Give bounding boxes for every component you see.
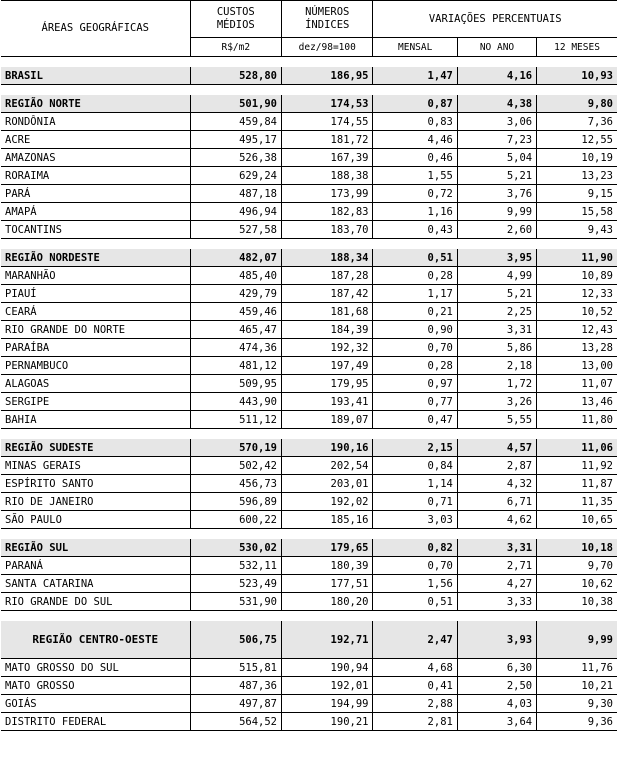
index-number: 182,83 [282, 203, 373, 221]
var-12-months: 13,00 [537, 357, 617, 375]
var-monthly: 0,47 [373, 411, 457, 429]
index-number: 188,34 [282, 249, 373, 267]
index-number: 173,99 [282, 185, 373, 203]
area-name: GOIÁS [1, 695, 190, 713]
index-number: 184,39 [282, 321, 373, 339]
table-row [1, 713, 617, 731]
avg-cost: 474,36 [190, 339, 281, 357]
table-row [1, 303, 617, 321]
var-monthly: 0,72 [373, 185, 457, 203]
index-number: 185,16 [282, 511, 373, 529]
table-row [1, 457, 617, 475]
var-12-months: 9,15 [537, 185, 617, 203]
var-year: 3,76 [457, 185, 536, 203]
table-row [1, 267, 617, 285]
area-name: TOCANTINS [1, 221, 190, 239]
index-number: 187,28 [282, 267, 373, 285]
avg-cost: 497,87 [190, 695, 281, 713]
table-row [1, 321, 617, 339]
var-12-months: 12,33 [537, 285, 617, 303]
avg-cost: 564,52 [190, 713, 281, 731]
area-name: MARANHÃO [1, 267, 190, 285]
var-year: 2,18 [457, 357, 536, 375]
index-number: 189,07 [282, 411, 373, 429]
table-row [1, 511, 617, 529]
table-row [1, 375, 617, 393]
var-monthly: 0,77 [373, 393, 457, 411]
spacer-row [1, 429, 617, 440]
var-12-months: 7,36 [537, 113, 617, 131]
spacer-cell [1, 85, 617, 96]
index-number: 194,99 [282, 695, 373, 713]
table-row [1, 203, 617, 221]
index-number: 192,32 [282, 339, 373, 357]
area-name: RIO GRANDE DO SUL [1, 593, 190, 611]
table-row [1, 285, 617, 303]
var-12-months: 11,35 [537, 493, 617, 511]
header-geo-areas: ÁREAS GEOGRÁFICAS [1, 1, 190, 57]
avg-cost: 523,49 [190, 575, 281, 593]
var-monthly: 1,14 [373, 475, 457, 493]
cost-table [1, 0, 617, 731]
var-monthly: 0,87 [373, 95, 457, 113]
index-number: 192,02 [282, 493, 373, 511]
area-name: ACRE [1, 131, 190, 149]
area-name: PARÁ [1, 185, 190, 203]
region-total-row [1, 67, 617, 85]
var-year: 4,03 [457, 695, 536, 713]
region-total-row [1, 249, 617, 267]
index-number: 179,65 [282, 539, 373, 557]
area-name: RORAIMA [1, 167, 190, 185]
var-monthly: 0,84 [373, 457, 457, 475]
table-row [1, 493, 617, 511]
var-monthly: 0,71 [373, 493, 457, 511]
var-monthly: 0,51 [373, 593, 457, 611]
var-12-months: 10,62 [537, 575, 617, 593]
region-total-row [1, 621, 617, 659]
area-name: RONDÔNIA [1, 113, 190, 131]
var-monthly: 0,97 [373, 375, 457, 393]
header-monthly: MENSAL [373, 38, 457, 57]
var-12-months: 10,89 [537, 267, 617, 285]
table-row [1, 357, 617, 375]
var-12-months: 10,52 [537, 303, 617, 321]
area-name: BAHIA [1, 411, 190, 429]
area-name: MATO GROSSO [1, 677, 190, 695]
var-12-months: 10,19 [537, 149, 617, 167]
var-12-months: 11,06 [537, 439, 617, 457]
area-name: CEARÁ [1, 303, 190, 321]
var-monthly: 1,56 [373, 575, 457, 593]
var-monthly: 3,03 [373, 511, 457, 529]
area-name: SÃO PAULO [1, 511, 190, 529]
table-row [1, 185, 617, 203]
region-total-row [1, 539, 617, 557]
spacer-row [1, 611, 617, 622]
var-year: 2,60 [457, 221, 536, 239]
var-monthly: 0,82 [373, 539, 457, 557]
var-monthly: 0,21 [373, 303, 457, 321]
var-year: 5,21 [457, 167, 536, 185]
var-12-months: 15,58 [537, 203, 617, 221]
area-name: MINAS GERAIS [1, 457, 190, 475]
var-monthly: 0,28 [373, 357, 457, 375]
avg-cost: 526,38 [190, 149, 281, 167]
avg-cost: 459,46 [190, 303, 281, 321]
index-number: 180,39 [282, 557, 373, 575]
avg-cost: 570,19 [190, 439, 281, 457]
header-percent-variations: VARIAÇÕES PERCENTUAIS [373, 1, 617, 38]
var-monthly: 0,41 [373, 677, 457, 695]
var-12-months: 12,43 [537, 321, 617, 339]
header-12-months: 12 MESES [537, 38, 617, 57]
var-12-months: 13,23 [537, 167, 617, 185]
avg-cost: 443,90 [190, 393, 281, 411]
index-number: 190,21 [282, 713, 373, 731]
avg-cost: 531,90 [190, 593, 281, 611]
area-name: DISTRITO FEDERAL [1, 713, 190, 731]
var-12-months: 10,93 [537, 67, 617, 85]
var-monthly: 0,70 [373, 339, 457, 357]
area-name: AMAZONAS [1, 149, 190, 167]
var-12-months: 13,46 [537, 393, 617, 411]
var-year: 3,06 [457, 113, 536, 131]
table-row [1, 575, 617, 593]
var-year: 3,26 [457, 393, 536, 411]
index-number: 177,51 [282, 575, 373, 593]
area-name: MATO GROSSO DO SUL [1, 659, 190, 677]
var-12-months: 11,07 [537, 375, 617, 393]
var-12-months: 11,92 [537, 457, 617, 475]
table-row [1, 557, 617, 575]
avg-cost: 596,89 [190, 493, 281, 511]
area-name: PERNAMBUCO [1, 357, 190, 375]
var-year: 1,72 [457, 375, 536, 393]
avg-cost: 528,80 [190, 67, 281, 85]
area-name: AMAPÁ [1, 203, 190, 221]
var-year: 4,57 [457, 439, 536, 457]
avg-cost: 530,02 [190, 539, 281, 557]
avg-cost: 496,94 [190, 203, 281, 221]
var-monthly: 2,47 [373, 621, 457, 659]
var-12-months: 10,18 [537, 539, 617, 557]
index-number: 186,95 [282, 67, 373, 85]
table-row [1, 593, 617, 611]
avg-cost: 429,79 [190, 285, 281, 303]
area-name: BRASIL [1, 67, 190, 85]
index-number: 174,53 [282, 95, 373, 113]
avg-cost: 502,42 [190, 457, 281, 475]
var-monthly: 0,46 [373, 149, 457, 167]
avg-cost: 495,17 [190, 131, 281, 149]
spacer-row [1, 529, 617, 540]
avg-cost: 515,81 [190, 659, 281, 677]
area-name: REGIÃO CENTRO-OESTE [1, 621, 190, 659]
var-monthly: 2,81 [373, 713, 457, 731]
table-row [1, 475, 617, 493]
index-number: 203,01 [282, 475, 373, 493]
area-name: PARAÍBA [1, 339, 190, 357]
index-number: 192,01 [282, 677, 373, 695]
var-12-months: 10,65 [537, 511, 617, 529]
avg-cost: 485,40 [190, 267, 281, 285]
area-name: SANTA CATARINA [1, 575, 190, 593]
var-12-months: 13,28 [537, 339, 617, 357]
avg-cost: 600,22 [190, 511, 281, 529]
var-monthly: 0,70 [373, 557, 457, 575]
table-body [1, 57, 617, 731]
table-row [1, 221, 617, 239]
table-row [1, 167, 617, 185]
var-year: 3,64 [457, 713, 536, 731]
area-name: ALAGOAS [1, 375, 190, 393]
index-number: 187,42 [282, 285, 373, 303]
var-year: 3,93 [457, 621, 536, 659]
var-year: 4,32 [457, 475, 536, 493]
avg-cost: 487,18 [190, 185, 281, 203]
area-name: RIO DE JANEIRO [1, 493, 190, 511]
var-year: 2,71 [457, 557, 536, 575]
header-row [1, 1, 617, 38]
area-name: RIO GRANDE DO NORTE [1, 321, 190, 339]
table-row [1, 659, 617, 677]
index-number: 190,94 [282, 659, 373, 677]
area-name: SERGIPE [1, 393, 190, 411]
avg-cost: 482,07 [190, 249, 281, 267]
region-total-row [1, 95, 617, 113]
var-12-months: 10,21 [537, 677, 617, 695]
table-row [1, 149, 617, 167]
var-monthly: 0,51 [373, 249, 457, 267]
header-base: dez/98=100 [282, 38, 373, 57]
header-index-numbers: NÚMEROS ÍNDICES [282, 1, 373, 38]
spacer-row [1, 57, 617, 68]
var-year: 4,62 [457, 511, 536, 529]
index-number: 192,71 [282, 621, 373, 659]
avg-cost: 481,12 [190, 357, 281, 375]
area-name: PARANÁ [1, 557, 190, 575]
avg-cost: 532,11 [190, 557, 281, 575]
var-year: 2,50 [457, 677, 536, 695]
spacer-cell [1, 529, 617, 540]
var-12-months: 12,55 [537, 131, 617, 149]
var-monthly: 1,55 [373, 167, 457, 185]
header-year: NO ANO [457, 38, 536, 57]
spacer-cell [1, 239, 617, 250]
avg-cost: 509,95 [190, 375, 281, 393]
spacer-cell [1, 611, 617, 622]
region-total-row [1, 439, 617, 457]
var-year: 4,38 [457, 95, 536, 113]
var-12-months: 9,30 [537, 695, 617, 713]
var-monthly: 1,16 [373, 203, 457, 221]
var-12-months: 9,36 [537, 713, 617, 731]
avg-cost: 501,90 [190, 95, 281, 113]
index-number: 179,95 [282, 375, 373, 393]
index-number: 180,20 [282, 593, 373, 611]
area-name: REGIÃO NORDESTE [1, 249, 190, 267]
avg-cost: 506,75 [190, 621, 281, 659]
var-monthly: 0,90 [373, 321, 457, 339]
var-year: 4,99 [457, 267, 536, 285]
var-monthly: 4,68 [373, 659, 457, 677]
var-monthly: 2,88 [373, 695, 457, 713]
var-year: 5,55 [457, 411, 536, 429]
avg-cost: 629,24 [190, 167, 281, 185]
var-year: 6,71 [457, 493, 536, 511]
area-name: REGIÃO SUDESTE [1, 439, 190, 457]
table-row [1, 411, 617, 429]
var-monthly: 4,46 [373, 131, 457, 149]
var-year: 3,33 [457, 593, 536, 611]
var-year: 5,04 [457, 149, 536, 167]
var-12-months: 10,38 [537, 593, 617, 611]
avg-cost: 456,73 [190, 475, 281, 493]
index-number: 167,39 [282, 149, 373, 167]
var-12-months: 9,99 [537, 621, 617, 659]
table-row [1, 695, 617, 713]
var-year: 3,31 [457, 321, 536, 339]
avg-cost: 487,36 [190, 677, 281, 695]
var-year: 3,95 [457, 249, 536, 267]
index-number: 181,72 [282, 131, 373, 149]
var-12-months: 11,90 [537, 249, 617, 267]
var-year: 5,86 [457, 339, 536, 357]
var-year: 3,31 [457, 539, 536, 557]
spacer-row [1, 239, 617, 250]
var-12-months: 11,76 [537, 659, 617, 677]
avg-cost: 465,47 [190, 321, 281, 339]
avg-cost: 459,84 [190, 113, 281, 131]
var-monthly: 0,28 [373, 267, 457, 285]
index-number: 183,70 [282, 221, 373, 239]
var-12-months: 9,80 [537, 95, 617, 113]
table-row [1, 339, 617, 357]
header-unit: R$/m2 [190, 38, 281, 57]
index-number: 181,68 [282, 303, 373, 321]
avg-cost: 527,58 [190, 221, 281, 239]
area-name: REGIÃO NORTE [1, 95, 190, 113]
table-row [1, 393, 617, 411]
header-avg-costs: CUSTOS MÉDIOS [190, 1, 281, 38]
avg-cost: 511,12 [190, 411, 281, 429]
var-12-months: 11,80 [537, 411, 617, 429]
var-year: 7,23 [457, 131, 536, 149]
table-row [1, 131, 617, 149]
index-number: 193,41 [282, 393, 373, 411]
var-monthly: 2,15 [373, 439, 457, 457]
index-number: 197,49 [282, 357, 373, 375]
spacer-cell [1, 429, 617, 440]
var-year: 2,87 [457, 457, 536, 475]
var-12-months: 11,87 [537, 475, 617, 493]
index-number: 202,54 [282, 457, 373, 475]
var-monthly: 0,43 [373, 221, 457, 239]
var-year: 6,30 [457, 659, 536, 677]
var-monthly: 1,47 [373, 67, 457, 85]
var-year: 4,16 [457, 67, 536, 85]
index-number: 174,55 [282, 113, 373, 131]
area-name: ESPÍRITO SANTO [1, 475, 190, 493]
var-year: 9,99 [457, 203, 536, 221]
area-name: PIAUÍ [1, 285, 190, 303]
spacer-cell [1, 57, 617, 68]
var-12-months: 9,43 [537, 221, 617, 239]
var-12-months: 9,70 [537, 557, 617, 575]
var-year: 2,25 [457, 303, 536, 321]
spacer-row [1, 85, 617, 96]
index-number: 190,16 [282, 439, 373, 457]
var-year: 4,27 [457, 575, 536, 593]
var-monthly: 0,83 [373, 113, 457, 131]
table-row [1, 677, 617, 695]
var-monthly: 1,17 [373, 285, 457, 303]
table-row [1, 113, 617, 131]
index-number: 188,38 [282, 167, 373, 185]
var-year: 5,21 [457, 285, 536, 303]
area-name: REGIÃO SUL [1, 539, 190, 557]
